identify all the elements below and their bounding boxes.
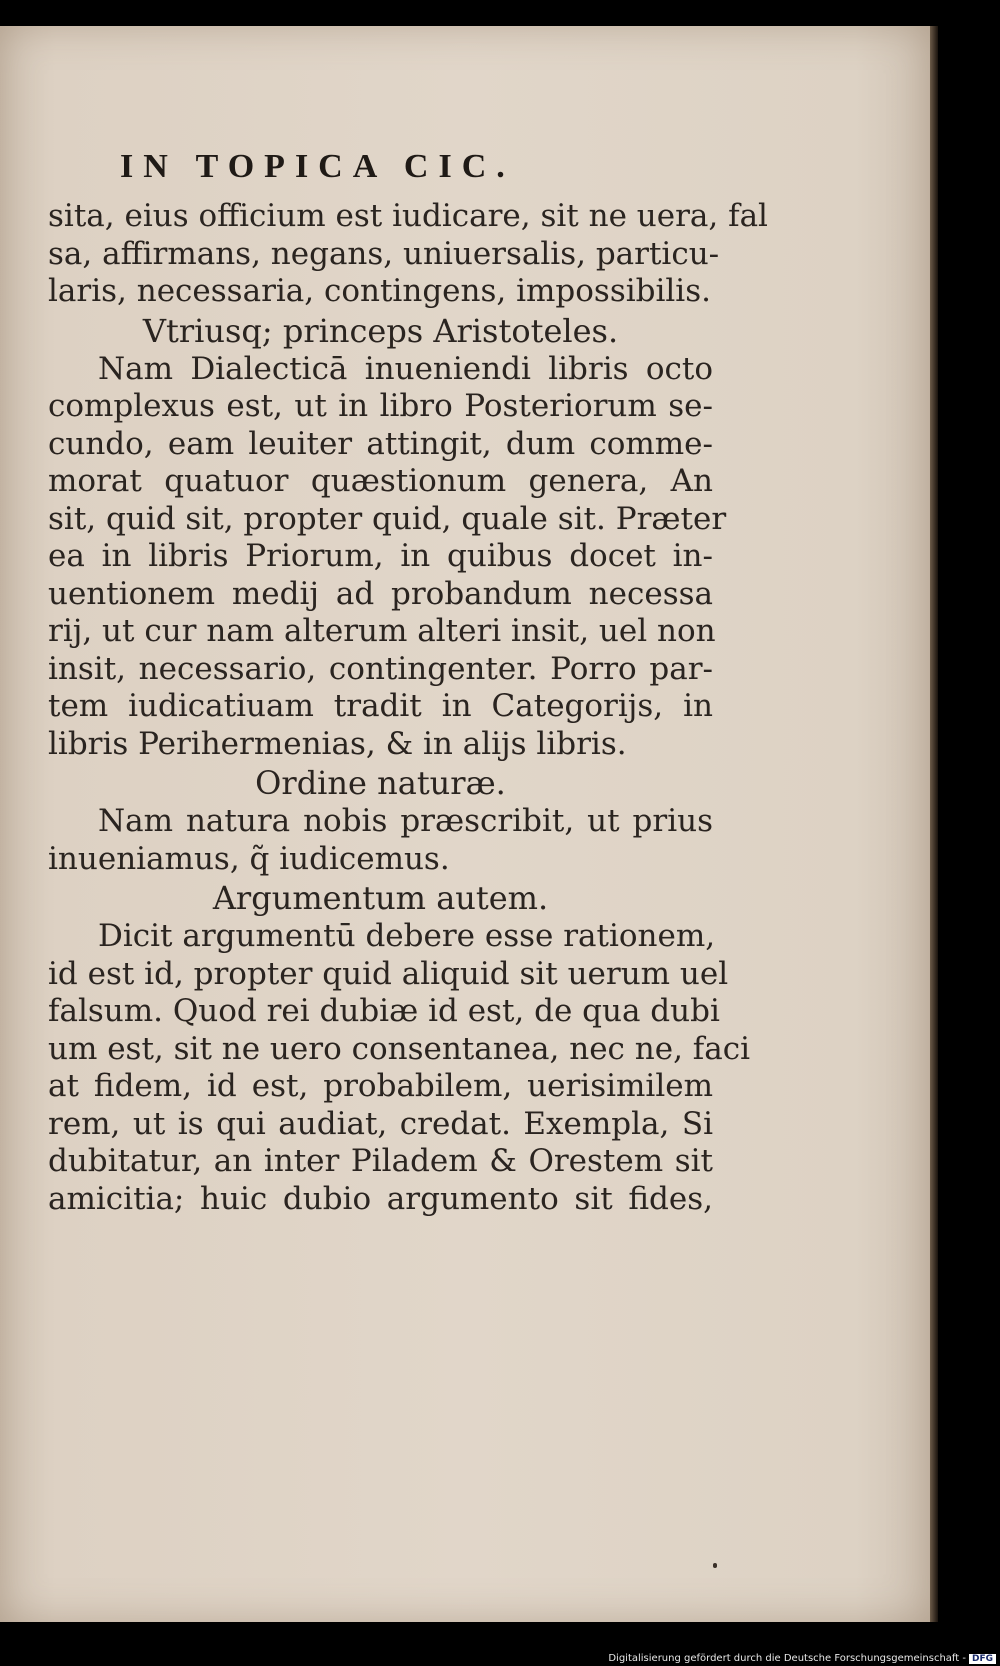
text-line: complexus est, ut in libro Posteriorum se-	[48, 388, 713, 424]
ink-speck	[713, 1563, 717, 1568]
text-line: inueniamus, q̃ iudicemus.	[48, 840, 450, 877]
book-page	[0, 26, 932, 1622]
text-line: sita, eius officium est iudicare, sit ne uera, fal	[48, 198, 768, 234]
text-line: tem iudicatiuam tradit in Categorijs, in	[48, 688, 713, 724]
running-head: IN TOPICA CIC.	[120, 148, 515, 185]
text-line: rem, ut is qui audiat, credat. Exempla, Si	[48, 1105, 713, 1142]
dfg-logo-icon: DFG	[969, 1654, 996, 1664]
text-line: dubitatur, an inter Piladem & Orestem sit	[48, 1143, 713, 1179]
text-line: ea in libris Priorum, in quibus docet in-	[48, 538, 713, 574]
text-line: falsum. Quod rei dubiæ id est, de qua dubi	[48, 993, 720, 1029]
credit-text: Digitalisierung gefördert durch die Deutsche Forschungsgemeinschaft -	[608, 1653, 966, 1664]
text-line: rij, ut cur nam alterum alteri insit, uel non	[48, 613, 716, 649]
text-line: Nam Dialecticā inueniendi libris octo	[98, 350, 713, 387]
section-heading: Vtriusq; princeps Aristoteles.	[142, 311, 619, 350]
text-line: amicitia; huic dubio argumento sit fides,	[48, 1180, 713, 1217]
text-line: id est id, propter quid aliquid sit uerum uel	[48, 955, 729, 992]
text-line: at fidem, id est, probabilem, uerisimilem	[48, 1068, 713, 1104]
page-edge	[930, 26, 938, 1622]
text-line: cundo, eam leuiter attingit, dum comme-	[48, 425, 713, 462]
text-line: laris, necessaria, contingens, impossibilis.	[48, 273, 711, 309]
text-line: libris Perihermenias, & in alijs libris.	[48, 725, 627, 762]
text-block	[48, 136, 768, 1218]
section-heading: Ordine naturæ.	[255, 764, 506, 802]
section-heading: Argumentum autem.	[212, 879, 549, 917]
text-line: sit, quid sit, propter quid, quale sit. Præter	[48, 500, 727, 537]
digitization-credit	[608, 1653, 996, 1664]
text-line: um est, sit ne uero consentanea, nec ne, faci	[48, 1030, 751, 1067]
text-line: insit, necessario, contingenter. Porro par-	[48, 650, 713, 687]
text-line: sa, affirmans, negans, uniuersalis, particu-	[48, 235, 720, 272]
text-line: Nam natura nobis præscribit, ut prius	[98, 803, 713, 839]
text-line: Dicit argumentū debere esse rationem,	[98, 918, 716, 954]
text-line: uentionem medij ad probandum necessa	[48, 575, 713, 612]
text-line: morat quatuor quæstionum genera, An	[48, 463, 713, 499]
